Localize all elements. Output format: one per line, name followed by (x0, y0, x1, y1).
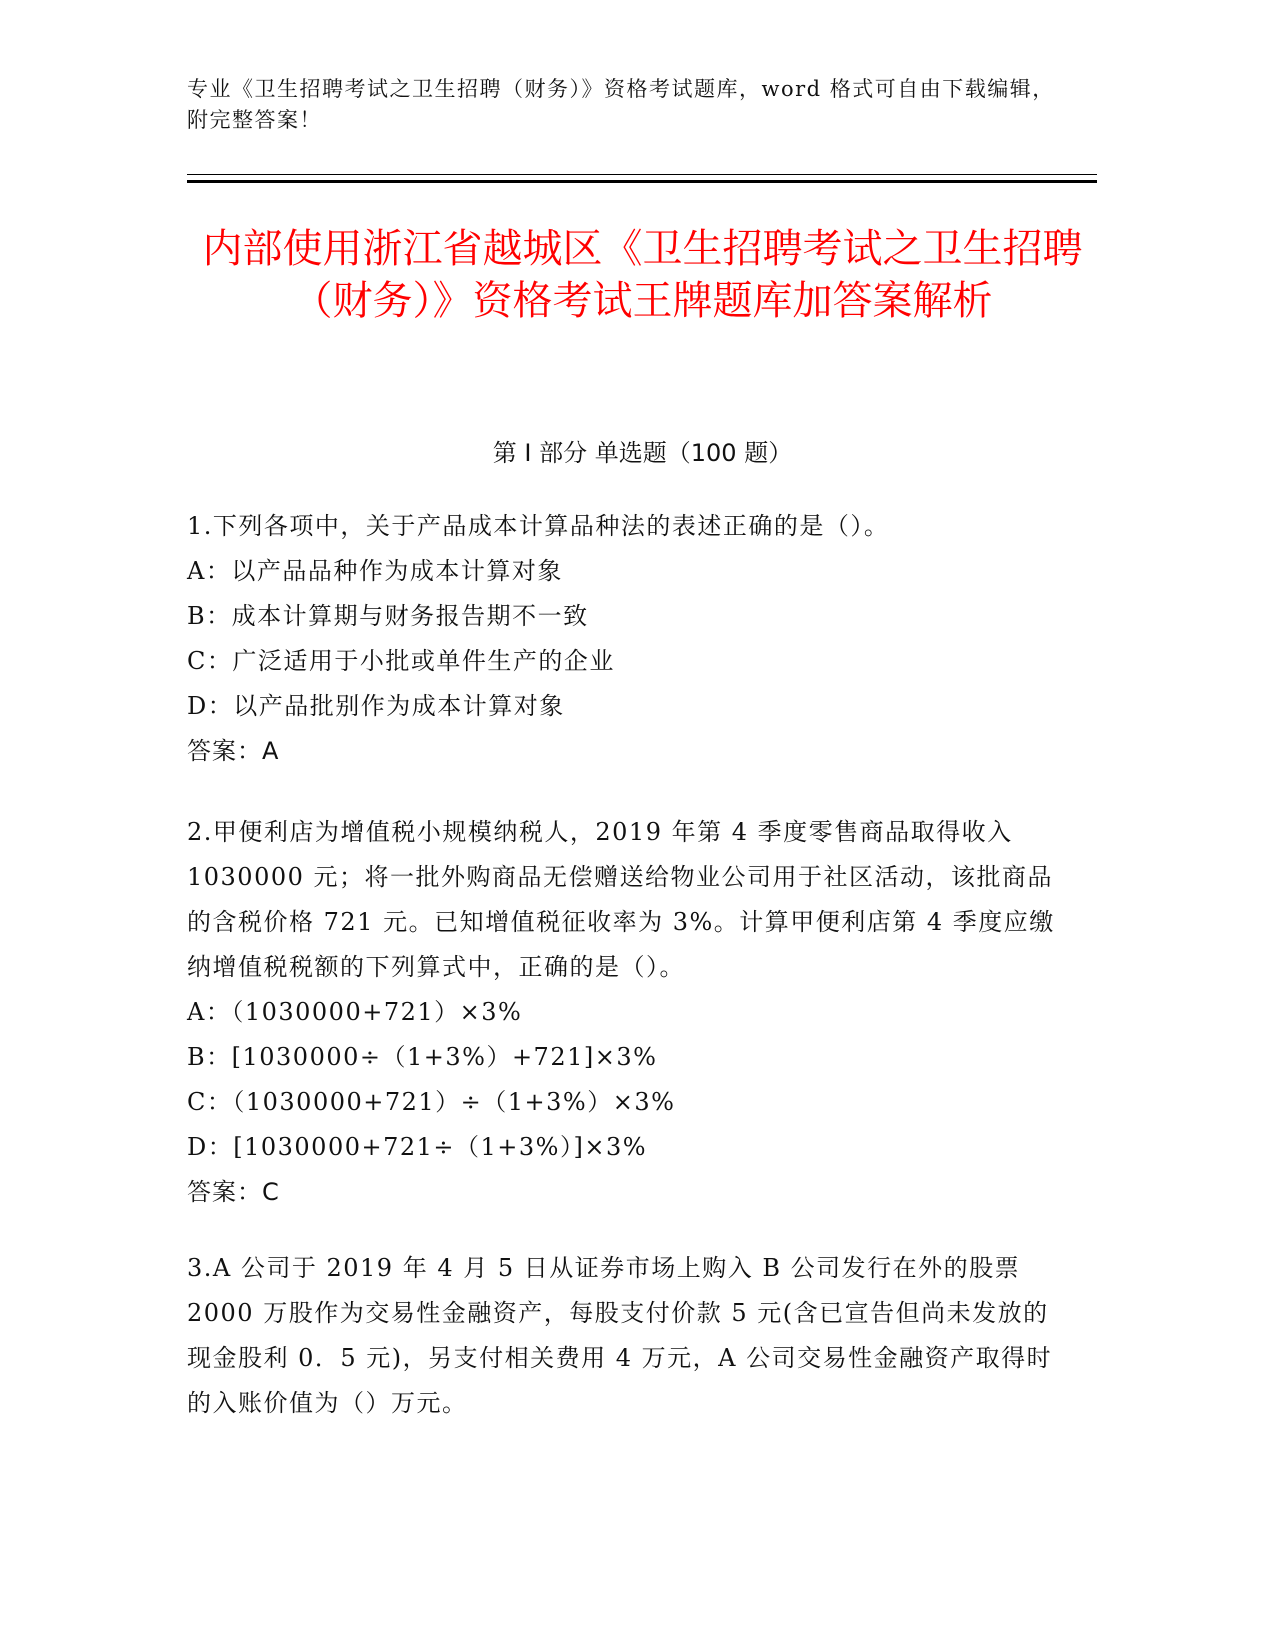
document-title: 内部使用浙江省越城区《卫生招聘考试之卫生招聘（财务）》资格考试王牌题库加答案解析 (202, 226, 1083, 324)
option-a: A：（1030000+721）×3% (187, 998, 523, 1026)
question-1 (187, 504, 1067, 774)
option-c: C：（1030000+721）÷（1+3%）×3% (187, 1088, 676, 1116)
header-note: 专业《卫生招聘考试之卫生招聘（财务）》资格考试题库，word 格式可自由下载编辑，附完整答案！ (187, 77, 1055, 132)
header-divider-thin (187, 174, 1097, 175)
question-stem: 1.下列各项中，关于产品成本计算品种法的表述正确的是（）。 (187, 512, 890, 540)
option-b: B：成本计算期与财务报告期不一致 (187, 602, 589, 630)
option-d: D：以产品批别作为成本计算对象 (187, 692, 565, 720)
answer-line: 答案：C (187, 1178, 280, 1206)
option-c: C：广泛适用于小批或单件生产的企业 (187, 647, 615, 675)
answer-line: 答案：A (187, 737, 280, 765)
header-divider-thick (187, 180, 1097, 183)
option-d: D：[1030000+721÷（1+3%）]×3% (187, 1133, 648, 1161)
question-3 (187, 1246, 1067, 1426)
section-heading: 第 I 部分 单选题（100 题） (492, 439, 793, 467)
question-stem: 2.甲便利店为增值税小规模纳税人，2019 年第 4 季度零售商品取得收入 1030000 元；将一批外购商品无偿赠送给物业公司用于社区活动，该批商品的含税价格 721 元。已知增值税征收率为 3%。计算甲便利店第 4 季度应缴纳增值税税额的下列算式中，正确的是（）。 (187, 818, 1055, 981)
question-stem: 3.A 公司于 2019 年 4 月 5 日从证券市场上购入 B 公司发行在外的股票 2000 万股作为交易性金融资产，每股支付价款 5 元(含已宣告但尚未发放的现金股利 0．5 元)，另支付相关费用 4 万元，A 公司交易性金融资产取得时的入账价值为（）万元。 (187, 1254, 1053, 1417)
question-2 (187, 810, 1067, 1215)
option-b: B：[1030000÷（1+3%）+721]×3% (187, 1043, 658, 1071)
option-a: A：以产品品种作为成本计算对象 (187, 557, 563, 585)
